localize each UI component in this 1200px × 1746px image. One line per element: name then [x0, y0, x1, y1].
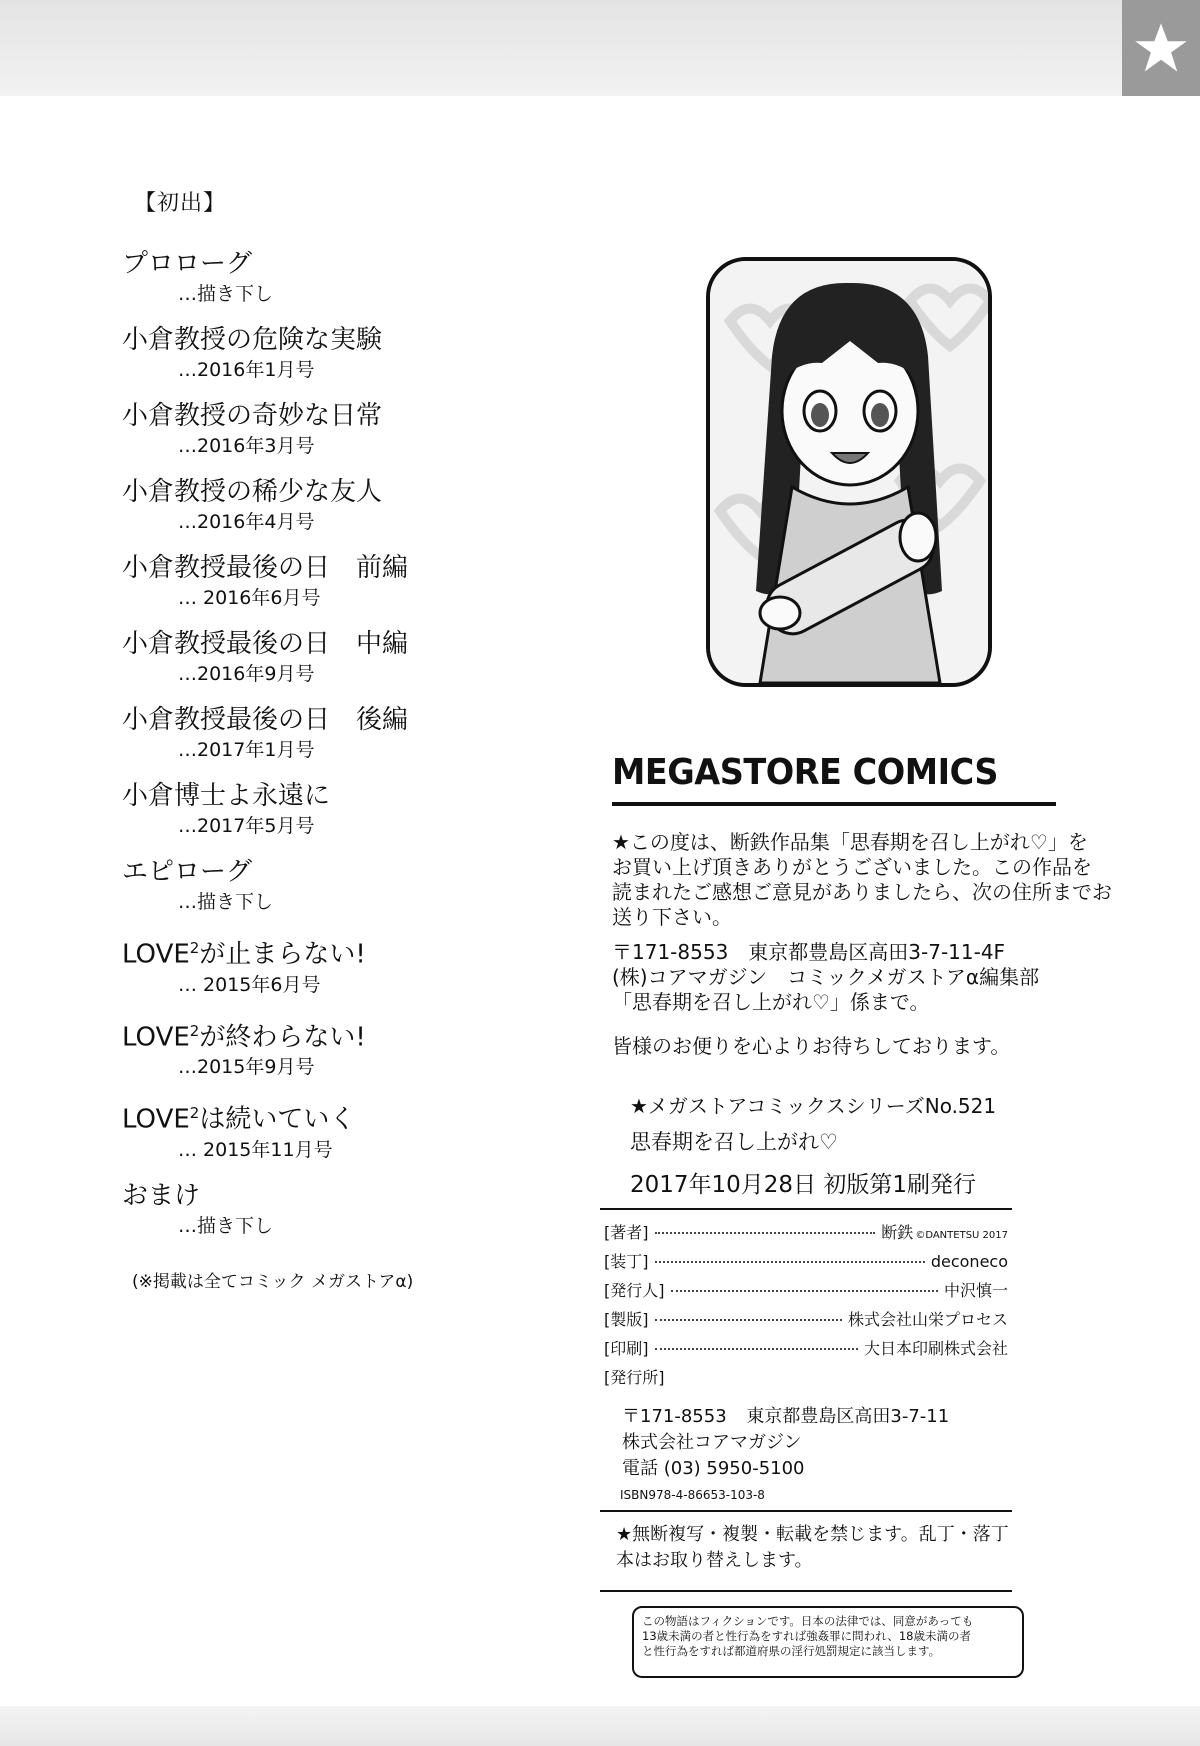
list-item: [122, 703, 562, 763]
publisher-info: [622, 1404, 949, 1482]
source-issue: …2016年1月号: [178, 359, 315, 381]
divider: [600, 1208, 1012, 1210]
list-item: [122, 779, 562, 839]
publisher-address: 〒171-8553 東京都豊島区高田3-7-11: [622, 1406, 950, 1427]
credit-value: 中沢慎一: [943, 1281, 1008, 1300]
copy-prohibition-notice: [616, 1522, 1009, 1574]
book-title: 思春期を召し上がれ♡: [630, 1130, 838, 1154]
credit-label: [装丁]: [604, 1252, 649, 1271]
credit-value: 断鉄 ©DANTETSU 2017: [881, 1223, 1008, 1242]
source-title: おまけ: [122, 1180, 201, 1211]
page-bottom-band: [0, 1706, 1200, 1746]
credit-label: [印刷]: [604, 1339, 649, 1358]
source-title: 小倉教授最後の日 後編: [122, 705, 409, 735]
credits-list: [604, 1220, 1008, 1394]
credit-row-design: [604, 1249, 1008, 1278]
source-issue: … 2016年6月号: [178, 587, 321, 609]
source-title: 小倉教授最後の日 前編: [122, 553, 409, 583]
thanks-line: 読まれたご感想ご意見がありましたら、次の住所までお: [612, 880, 1112, 904]
notice-line: ★無断複写・複製・転載を禁じます。乱丁・落丁: [616, 1524, 1009, 1545]
list-item: [122, 1014, 562, 1081]
source-issue: …2016年9月号: [178, 663, 315, 685]
source-title: 小倉博士よ永遠に: [122, 781, 331, 811]
disclaimer-line: 13歳未満の者と性行為をすれば強姦罪に問われ、18歳未満の者: [642, 1629, 971, 1643]
leader-dots: [671, 1290, 938, 1292]
fiction-disclaimer-box: [632, 1606, 1024, 1678]
disclaimer-line: と性行為をすれば都道府県の淫行処罰規定に該当します。: [642, 1644, 941, 1658]
credit-label: [著者]: [604, 1223, 649, 1242]
illustration-drawing: [710, 261, 988, 683]
divider: [600, 1510, 1012, 1512]
source-title: 小倉教授最後の日 中編: [122, 629, 409, 659]
credit-label: [発行所]: [604, 1368, 665, 1387]
notice-line: 本はお取り替えします。: [616, 1550, 813, 1571]
source-title: 小倉教授の稀少な友人: [122, 477, 383, 507]
thanks-message: [612, 830, 1112, 930]
series-number: ★メガストアコミックスシリーズNo.521: [630, 1094, 997, 1118]
publisher-name: 株式会社コアマガジン: [622, 1432, 802, 1453]
source-title: LOVE$^2$が止まらない!: [122, 939, 366, 970]
credit-row-author: [604, 1220, 1008, 1249]
publisher-phone: 電話 (03) 5950-5100: [622, 1458, 805, 1479]
list-item: [122, 627, 562, 687]
source-title: プロローグ: [122, 249, 253, 279]
thanks-line: お買い上げ頂きありがとうございました。この作品を: [612, 855, 1092, 879]
source-issue: …描き下し: [178, 283, 274, 305]
address-line: 〒171-8553 東京都豊島区高田3-7-11-4F: [612, 940, 1006, 964]
source-issue: …2017年1月号: [178, 739, 315, 761]
credit-label: [発行人]: [604, 1281, 665, 1300]
credit-row-publishing-office: [604, 1365, 1008, 1394]
credit-row-prepress: [604, 1307, 1008, 1336]
publication-date: 2017年10月28日 初版第1刷発行: [630, 1172, 977, 1198]
list-item: [122, 551, 562, 611]
source-issue: …描き下し: [178, 891, 274, 913]
source-title: LOVE$^2$は続いていく: [122, 1104, 356, 1135]
leader-dots: [655, 1261, 925, 1263]
address-line: (株)コアマガジン コミックメガストアα編集部: [612, 965, 1040, 989]
source-title: エピローグ: [122, 857, 253, 887]
leader-dots: [655, 1348, 858, 1350]
list-item: [122, 399, 562, 459]
credit-row-publisher-person: [604, 1278, 1008, 1307]
list-item: [122, 1179, 562, 1239]
thanks-line: ★この度は、断鉄作品集「思春期を召し上がれ♡」を: [612, 830, 1088, 854]
list-item: [122, 475, 562, 535]
credit-label: [製版]: [604, 1310, 649, 1329]
page-top-band: [0, 0, 1200, 96]
source-issue: …2015年9月号: [178, 1056, 315, 1079]
girl-illustration: [706, 257, 992, 687]
address-line: 「思春期を召し上がれ♡」係まで。: [612, 990, 930, 1014]
brand-underline: [612, 802, 1056, 806]
star-tab: [1122, 0, 1200, 96]
divider: [600, 1590, 1012, 1592]
source-issue: … 2015年11月号: [178, 1138, 333, 1161]
list-item: [122, 1096, 562, 1163]
credit-value: 株式会社山栄プロセス: [847, 1310, 1008, 1329]
list-item: [122, 323, 562, 383]
list-item: [122, 855, 562, 915]
source-issue: …2016年4月号: [178, 511, 315, 533]
source-issue: …描き下し: [178, 1214, 274, 1237]
list-item: [122, 247, 562, 307]
isbn: ISBN978-4-86653-103-8: [620, 1488, 765, 1502]
credit-value: 大日本印刷株式会社: [863, 1339, 1008, 1358]
sources-heading: 【初出】: [134, 191, 227, 216]
source-issue: …2016年3月号: [178, 435, 315, 457]
source-issue: …2017年5月号: [178, 815, 315, 837]
sources-note: (※掲載は全てコミック メガストアα): [132, 1271, 414, 1292]
leader-dots: [655, 1319, 842, 1321]
credit-row-printing: [604, 1336, 1008, 1365]
mail-address: [612, 940, 1092, 1015]
source-issue: … 2015年6月号: [178, 973, 321, 996]
thanks-line: 送り下さい。: [612, 905, 732, 929]
sources-list: [122, 186, 562, 1292]
leader-dots: [655, 1232, 876, 1234]
copyright-notice: ©DANTETSU 2017: [915, 1230, 1008, 1241]
brand-logo: MEGASTORE COMICS: [612, 752, 998, 793]
source-title: LOVE$^2$が終わらない!: [122, 1021, 366, 1053]
disclaimer-line: この物語はフィクションです。日本の法律では、同意があっても: [642, 1614, 974, 1628]
star-icon: [1133, 20, 1189, 76]
closing-message: 皆様のお便りを心よりお待ちしております。: [612, 1034, 1011, 1058]
source-title: 小倉教授の奇妙な日常: [122, 401, 383, 431]
source-title: 小倉教授の危険な実験: [122, 325, 383, 355]
credit-value: deconeco: [930, 1252, 1008, 1271]
list-item: [122, 931, 562, 998]
